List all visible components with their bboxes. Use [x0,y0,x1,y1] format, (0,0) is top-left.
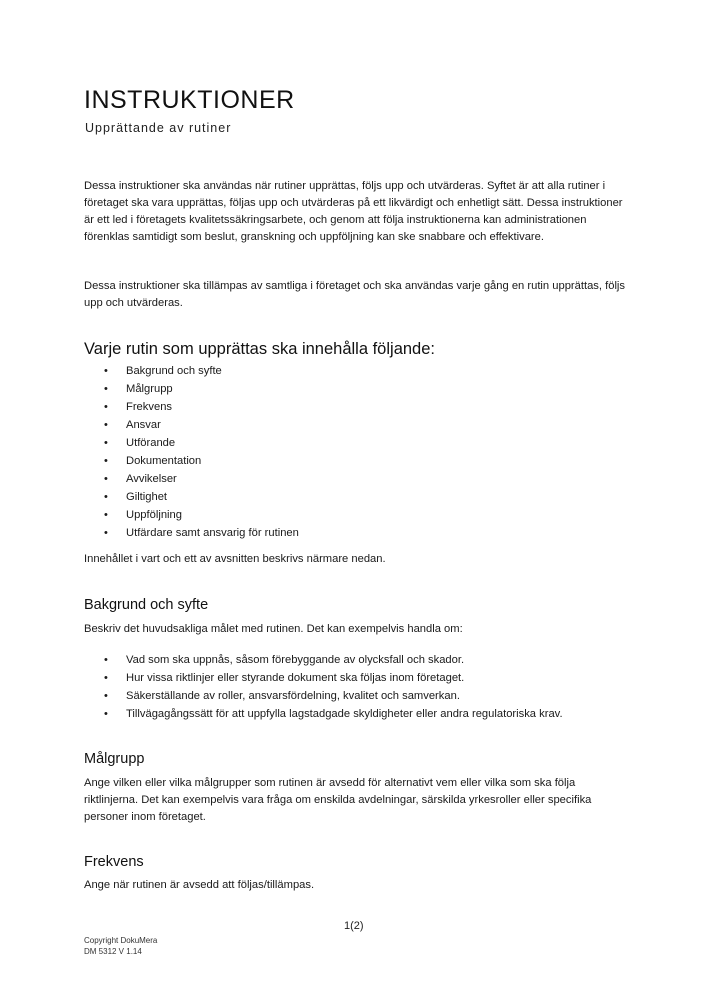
bullet-icon: • [104,473,108,485]
bullet-icon: • [104,672,108,684]
page-number: 1(2) [344,920,364,932]
list-item: • Vad som ska uppnås, såsom förebyggande av olycksfall och skador. [84,651,563,669]
list-item: • Utförande [84,434,299,452]
footer [84,935,157,957]
target-group-heading: Målgrupp [84,751,145,767]
background-list [84,651,563,723]
contents-note: Innehållet i vart och ett av avsnitten beskrivs närmare nedan. [84,553,386,565]
intro-paragraph-2: Dessa instruktioner ska tillämpas av samtliga i företaget och ska användas varje gång en rutin upprättas, följs upp och utvärderas. [84,280,626,309]
bullet-icon: • [104,383,108,395]
list-item: • Målgrupp [84,380,299,398]
frequency-heading: Frekvens [84,854,144,870]
list-item: • Dokumentation [84,452,299,470]
bullet-icon: • [104,401,108,413]
bullet-icon: • [104,491,108,503]
bullet-icon: • [104,437,108,449]
list-item: • Utfärdare samt ansvarig för rutinen [84,524,299,542]
frequency-text: Ange när rutinen är avsedd att följas/tillämpas. [84,879,315,891]
bullet-icon: • [104,419,108,431]
list-item: • Hur vissa riktlinjer eller styrande dokument ska följas inom företaget. [84,669,563,687]
list-item: • Tillvägagångssätt för att uppfylla lagstadgade skyldigheter eller andra regulatoriska krav. [84,705,563,723]
list-item: • Uppföljning [84,506,299,524]
contents-heading: Varje rutin som upprättas ska innehålla följande: [84,340,435,358]
bullet-icon: • [104,690,108,702]
bullet-icon: • [104,455,108,467]
page-subtitle: Upprättande av rutiner [85,121,232,135]
list-item: • Avvikelser [84,470,299,488]
target-group-text: Ange vilken eller vilka målgrupper som rutinen är avsedd för alternativt vem eller vilka som ska följa riktlinjerna. Det kan exempelvis vara fråga om enskilda avdelningar, särskilda yrkesroller eller specifika personer inom företaget. [84,777,592,823]
bullet-icon: • [104,708,108,720]
background-heading: Bakgrund och syfte [84,597,209,613]
footer-doc-id: DM 5312 V 1.14 [84,947,142,956]
bullet-icon: • [104,527,108,539]
list-item: • Frekvens [84,398,299,416]
list-item: • Bakgrund och syfte [84,362,299,380]
intro-paragraph-1: Dessa instruktioner ska användas när rutiner upprättas, följs upp och utvärderas. Syftet är att alla rutiner i företaget ska vara upprättas, följas upp och utvärderas på ett likvärdigt och enhetligt sätt. Dessa instruktioner är ett led i företagets kvalitetssäkringsarbete, och genom att följa instruktionerna kan administrationen förenklas samtidigt som beslut, granskning och uppföljning kan ske snabbare och effektivare. [84,180,623,243]
bullet-icon: • [104,654,108,666]
footer-copyright: Copyright DokuMera [84,936,158,945]
list-item: • Giltighet [84,488,299,506]
list-item: • Ansvar [84,416,299,434]
bullet-icon: • [104,509,108,521]
background-text: Beskriv det huvudsakliga målet med rutinen. Det kan exempelvis handla om: [84,623,463,635]
page-title: INSTRUKTIONER [84,86,295,114]
list-item: • Säkerställande av roller, ansvarsfördelning, kvalitet och samverkan. [84,687,563,705]
bullet-icon: • [104,365,108,377]
contents-list [84,362,299,542]
